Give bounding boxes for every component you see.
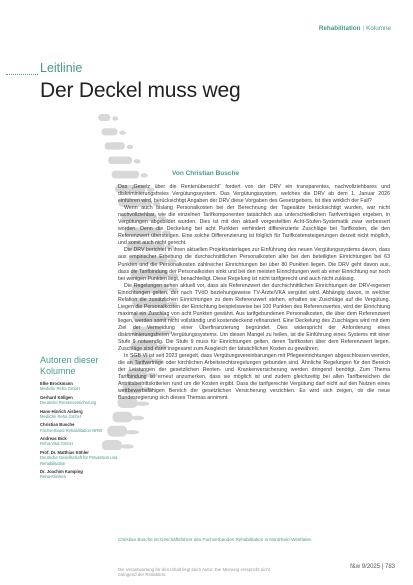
kicker-rule [6, 74, 38, 75]
vertebra-shape [101, 128, 117, 135]
body-paragraph: Die DRV berichtet in ihren aktuellen Projektunterlagen zur Einführung des neuen Vergütungssystems davon, dass aus empirischer Erhebung die durchschnittlichen Personalkosten aller bei den beteiligten Einrichtungen bei 63 Punkten und die Personalkosten zahlreicher Einrichtungen bei über 80 Punkten liegen. Die DRV geht davon aus, dass die Tarifbindung der Personalkosten sinkt und bei den meisten Einrichtungen weit ab einer Einrichtung nur noch bei wenigen Punkten liegt, benachteiligt. Diese Regelung ist nicht tarifgerecht und auch nicht zulässig. [118, 247, 390, 282]
footer-disclaimer: Die Verantwortung für den Inhalt liegt beim Autor. Die Meinung entspricht nicht zwingend der Redaktion. [118, 567, 271, 577]
list-item: Andreas Bick Reha-Vital GmbH [40, 436, 73, 447]
list-item: Prof. Dr. Matthias Köhler Deutsche Gesellschaft für Prävention und Rehabilitation [40, 449, 118, 466]
vertebra-process-shape [119, 131, 125, 135]
vertebra-shape [112, 171, 140, 179]
vertebra-shape [98, 114, 110, 121]
vertebra-shape [108, 157, 132, 165]
sidebar-author-list [40, 381, 118, 483]
vertebra-process-shape [127, 145, 134, 149]
body-paragraph: Das „Gesetz über die Rentenübersicht“ fordert von der DRV ein transparentes, nachvollziehbares und diskriminierungsfreies Vergütungssystem. Das Vergütungssystem, welches die DRV ab dem 1. Januar 2026 einführen wird, berücksichtigt Angaben der DRV diese Vorgaben des Gesetzgebers. Ist dies wirklich der Fall? [118, 184, 390, 205]
list-item: Elke Brockmann Mediclin Reha GmbH [40, 381, 80, 392]
page-title: Der Deckel muss weg [40, 79, 241, 102]
column-label: Kolumne [366, 25, 391, 32]
vertebra-process-shape [134, 159, 141, 163]
kicker: Leitlinie [40, 61, 83, 75]
list-item: Hans-Hinrich Aisberg MediClin Reha GmbH [40, 408, 83, 419]
author-line: Von Christian Busche [172, 170, 240, 177]
author-footnote: Christian Busche ist Geschäftsführer des Fachverbandes Rehabilitation in Nordrhein-Westfalen [118, 537, 312, 542]
vertebra-process-shape [131, 416, 144, 420]
vertebra-process-shape [112, 116, 118, 120]
vertebra-process-shape [120, 444, 134, 448]
section-header: Rehabilitation | Kolumne [318, 25, 391, 32]
section-label: Rehabilitation [318, 25, 361, 32]
vertebra-shape [105, 142, 125, 149]
body-paragraph: Die Regelungen sehen aktuell vor, dass als Referenzwert der durchschnittlichen Einrichtungen der DRV-eigenen Einrichtungen gelten, der nach TVöD beziehungsweise TV-Ärzte/VKA vergütet wird. Abhängig davon, in welcher Relation die zusätzlichen Einrichtungen zu dem Referenzwert stehen, erhalten sie Zuschläge auf die Vergütung. Liegen die Personalkosten der Einrichtung beispielsweise bei 100 Punkten des Referenzwertes, wird der Einrichtung maximal ein Zuschlag von acht Punkten gewährt. Aus tarifgebundenen Personalkosten, die über dem Referenzwert liegen, werden somit nicht vollständig und kostendeckend refinanziert. Eine Deckelung des Zuschlages wird mit dem Ziel der Vermeidung einer Überfinanzierung begründet. Dies widerspricht der Anforderung eines diskriminierungsfreien Vergütungssystems. Um diesen Mangel zu heilen, ist die Einführung eines Systems mit einer Stufe 9 notwendig. Die Stufe 9 muss für Einrichtungen gelten, deren Tarifkosten über dem Referenzwert liegen. Zuschläge sind dann insgesamt zum Ausgleich der tatsächlichen Kosten zu gewähren. [118, 282, 390, 353]
sidebar-heading: Autoren dieser Kolumne [40, 355, 99, 376]
body-paragraph: In SGB VI ist seit 2023 geregelt, dass Vergütungsvereinbarungen mit Pflegeeinrichtungen abgeschlossen werden, die an Tarifverträge oder kirchlichen Arbeitsrechtsregelungen gebunden sind. Ähnliche Regelungen für den Bereich der Leistungen der gesetzlichen Renten- und Krankenversicherung werden dringend benötigt. Zum Thema Tarifbindung ist erneut anzumerken, dass sie möglich ist und zudem gleichzeitig bei allen Tarifbereichen die Antrittsbeitrittskriterien rund um die Kosten ergibt. Dass die tarifgerechte Vergütung darf nicht auf den Nutzen eines wettbewerbsfähigen Bereich der gesetzlichen Versicherung verzichten. Es wird sich zeigen, ob die neue Bundesregierung sich dieses Themas annimmt. [118, 353, 390, 402]
article-body [118, 184, 390, 402]
list-item: Gerhard Köllgen Deutsche Rentenversicherung [40, 394, 97, 406]
vertebra-process-shape [125, 430, 139, 434]
list-item: Dr. Joachim Kamping Reha-Kliniken [40, 468, 83, 480]
page-number: f&w 9/2025 | 783 [350, 564, 395, 570]
body-paragraph: Wenn auch bislang Personalkosten bei der Berechnung der Tagesätze berücksichtigt wurden, war nicht nachvollziehbar, wie die einzelnen Tarifkomponenten tatsächlich aus unterschiedlichen Tarifverträgen ergeben, in Vergütungen abgebildet wurden. Dies ist mit den aktuell vorgestellten Acht-Stufen-Systematik zwar verbessert worden. Denn die Deckelung bei acht Punkten verhindert differenzierte Zuschläge bei Tarifkosten, die den Referenzwert übersteigen. Eine solche Differenzierung ist folglich für Tarifkostensteigerungen derzeit nicht möglich, und somit auch nicht gerecht. [118, 205, 390, 247]
list-item: Christian Busche Fachverband Rehabilitation NRW [40, 422, 103, 433]
vertebra-process-shape [140, 173, 147, 177]
